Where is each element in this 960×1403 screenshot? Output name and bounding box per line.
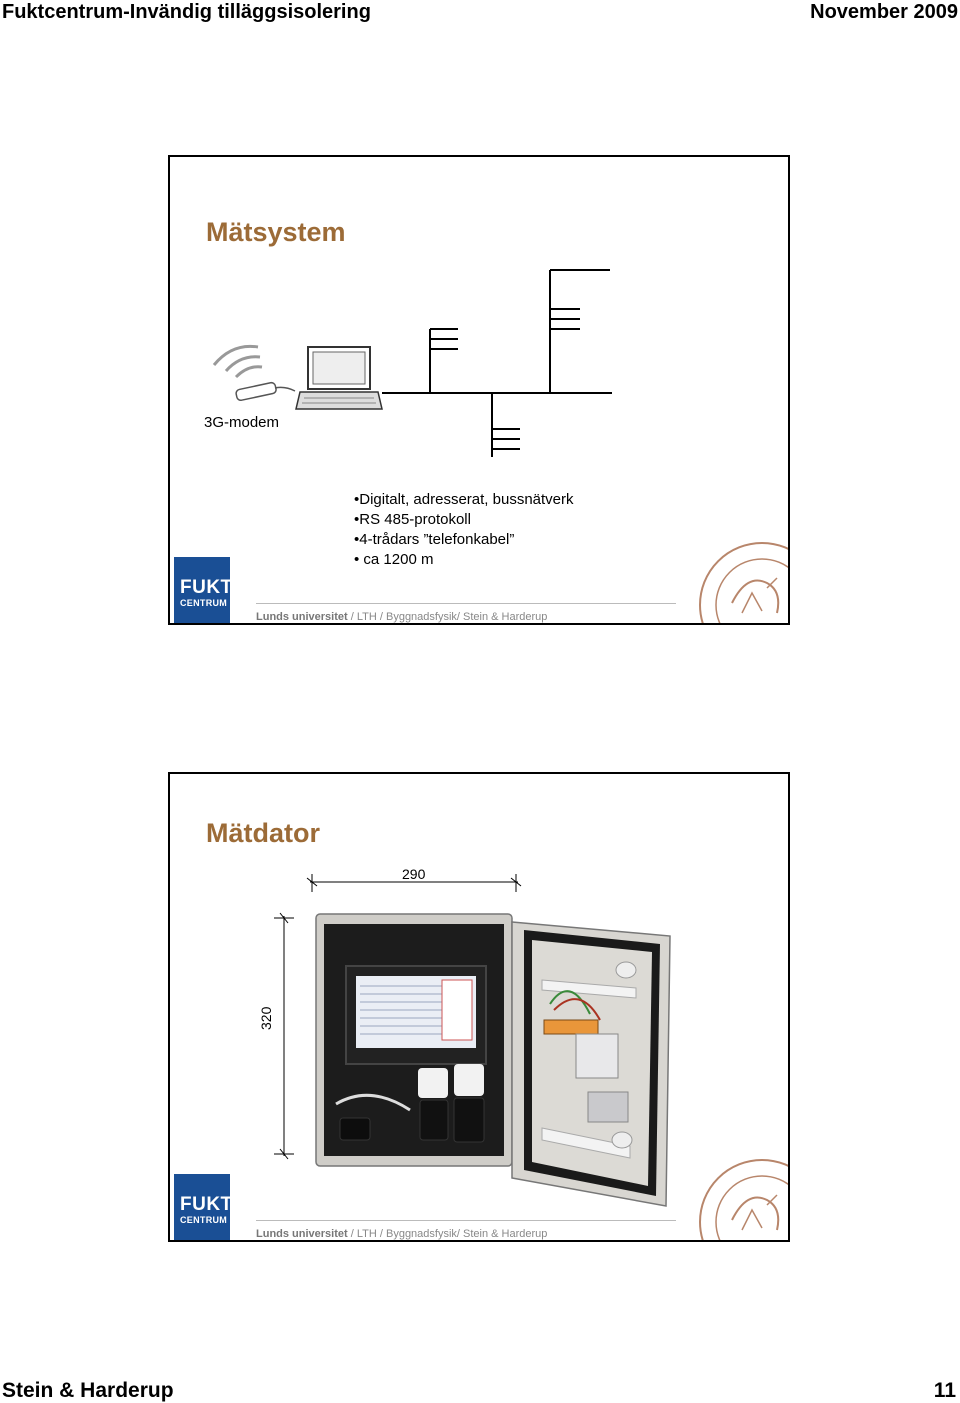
bus-network-lines <box>382 270 612 457</box>
slide-title: Mätsystem <box>206 217 346 247</box>
logo-line2: CENTRUM <box>180 1215 228 1225</box>
height-dimension-label: 320 <box>258 1006 274 1030</box>
logo-line1: FUKT <box>180 1194 233 1215</box>
logo-line2: CENTRUM <box>180 598 228 608</box>
cabinet-photo <box>316 914 512 1166</box>
modem-label: 3G-modem <box>204 414 280 431</box>
bullet-item: •Digitalt, adresserat, bussnätverk <box>354 491 574 508</box>
slide-matsystem <box>168 155 790 625</box>
modem-icon <box>235 382 295 401</box>
page-header-title: Fuktcentrum-Invändig tilläggsisolering <box>2 1 371 23</box>
slide-matdator <box>168 772 790 1242</box>
fukt-centrum-logo <box>174 1174 233 1242</box>
university-seal-icon <box>692 533 788 623</box>
footer-rest: / LTH / Byggnadsfysik/ Stein & Harderup <box>347 611 548 623</box>
slide-footer <box>256 611 547 623</box>
footer-org: Lunds universitet <box>256 611 348 623</box>
width-dimension-label: 290 <box>402 866 426 882</box>
page-header-date: November 2009 <box>810 1 958 23</box>
page-footer-authors: Stein & Harderup <box>2 1379 174 1402</box>
fukt-centrum-logo <box>174 557 233 625</box>
footer-org: Lunds universitet <box>256 1228 348 1240</box>
logo-line1: FUKT <box>180 577 233 598</box>
bullet-item: • ca 1200 m <box>354 551 434 568</box>
bullet-item: •4-trådars ”telefonkabel” <box>354 531 515 548</box>
footer-rest: / LTH / Byggnadsfysik/ Stein & Harderup <box>347 1228 548 1240</box>
bullet-item: •RS 485-protokoll <box>354 511 471 528</box>
laptop-icon <box>296 347 382 409</box>
wifi-signal-icon <box>214 346 262 377</box>
cabinet-door-photo <box>512 922 670 1206</box>
slide-footer <box>256 1228 547 1240</box>
footer-divider <box>256 1220 676 1221</box>
footer-divider <box>256 603 676 604</box>
page-number: 11 <box>933 1379 956 1402</box>
slide-title: Mätdator <box>206 818 320 848</box>
university-seal-icon <box>692 1150 788 1240</box>
bullet-list <box>354 490 574 570</box>
